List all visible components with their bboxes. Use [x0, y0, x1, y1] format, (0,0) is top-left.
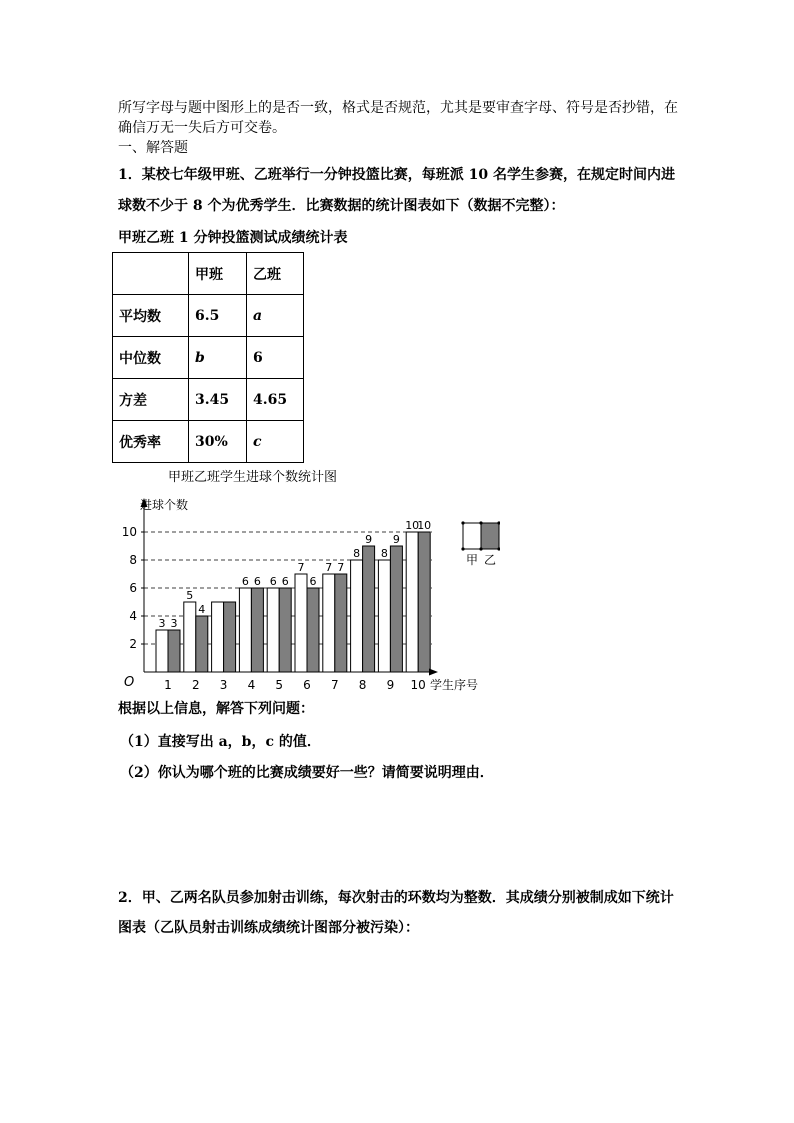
legend-corner-dot [461, 547, 464, 550]
x-tick-label: 4 [247, 678, 256, 692]
bar-data-label: 6 [269, 575, 277, 588]
q1-prompt: 根据以上信息，解答下列问题： [118, 701, 314, 717]
table-row [113, 379, 304, 421]
table-cell: 方差 [113, 379, 189, 421]
table-cell: b [189, 337, 247, 379]
q2-line-1: 2．甲、乙两名队员参加射击训练，每次射击的环数均为整数．其成绩分别被制成如下统计 [118, 890, 674, 906]
bar-乙 [196, 616, 208, 672]
bar-data-label: 4 [198, 603, 206, 616]
chart-title: 甲班乙班学生进球个数统计图 [168, 470, 338, 485]
table-cell: 6 [247, 337, 304, 379]
x-tick-label: 3 [219, 678, 228, 692]
bar-甲 [184, 602, 196, 672]
table-cell: 平均数 [113, 295, 189, 337]
q1-sub-2: （2）你认为哪个班的比赛成绩要好一些？请简要说明理由． [120, 765, 494, 781]
table-header-row [113, 253, 304, 295]
table-row [113, 421, 304, 463]
table-cell: c [247, 421, 304, 463]
bar-乙 [390, 546, 402, 672]
bar-甲 [323, 574, 335, 672]
bar-data-label: 8 [380, 547, 388, 560]
bar-乙 [168, 630, 180, 672]
bar-data-label: 5 [186, 589, 194, 602]
table-cell: 优秀率 [113, 421, 189, 463]
x-tick-label: 9 [386, 678, 395, 692]
bar-乙 [363, 546, 375, 672]
q1-line-2: 球数不少于 8 个为优秀学生．比赛数据的统计图表如下（数据不完整）： [118, 198, 565, 214]
bar-甲 [267, 588, 279, 672]
bar-乙 [224, 602, 236, 672]
y-tick-label: 10 [121, 525, 137, 539]
bar-data-label: 3 [170, 617, 178, 630]
legend-label: 甲 [465, 553, 479, 567]
bar-data-label: 6 [241, 575, 249, 588]
bar-乙 [279, 588, 291, 672]
bar-data-label: 10 [405, 519, 420, 532]
table-header-cell: 乙班 [247, 253, 304, 295]
legend-corner-dot [479, 547, 482, 550]
bar-甲 [378, 560, 390, 672]
bar-data-label: 6 [309, 575, 317, 588]
x-axis-label: 学生序号 [430, 678, 479, 692]
x-axis-arrow [429, 669, 438, 676]
bar-甲 [156, 630, 168, 672]
bar-甲 [295, 574, 307, 672]
q1-line-1: 1．某校七年级甲班、乙班举行一分钟投篮比赛，每班派 10 名学生参赛，在规定时间内进 [118, 167, 675, 183]
x-tick-label: 10 [410, 678, 426, 692]
table-cell: 30% [189, 421, 247, 463]
bar-乙 [307, 588, 319, 672]
table-cell: a [247, 295, 304, 337]
bar-甲 [212, 602, 224, 672]
bar-甲 [406, 532, 418, 672]
x-tick-label: 7 [330, 678, 339, 692]
bar-data-label: 7 [297, 561, 305, 574]
y-tick-label: 8 [129, 553, 137, 567]
bar-甲 [239, 588, 251, 672]
legend-corner-dot [461, 521, 464, 524]
y-tick-label: 6 [129, 581, 137, 595]
bar-乙 [335, 574, 347, 672]
intro-line-1: 所写字母与题中图形上的是否一致，格式是否规范，尤其是要审查字母、符号是否抄错，在 [118, 100, 678, 116]
stats-table [112, 252, 304, 463]
x-tick-label: 2 [191, 678, 200, 692]
table-cell: 3.45 [189, 379, 247, 421]
table-cell: 6.5 [189, 295, 247, 337]
origin-label: O [124, 675, 135, 690]
section-title: 一、解答题 [118, 140, 188, 156]
x-tick-label: 6 [303, 678, 311, 692]
q1-sub-1: （1）直接写出 a，b，c 的值． [120, 734, 321, 750]
q2-line-2: 图表（乙队员射击训练成绩统计图部分被污染）： [118, 920, 419, 936]
table-title: 甲班乙班 1 分钟投篮测试成绩统计表 [118, 230, 348, 246]
legend-swatch-甲 [463, 523, 481, 549]
bar-data-label: 3 [158, 617, 166, 630]
y-tick-label: 4 [129, 609, 137, 623]
legend-swatch-乙 [481, 523, 499, 549]
bar-乙 [251, 588, 263, 672]
bar-data-label: 9 [365, 533, 373, 546]
bar-data-label: 7 [337, 561, 345, 574]
table-row [113, 295, 304, 337]
table-header-cell: 甲班 [189, 253, 247, 295]
x-tick-label: 1 [164, 678, 172, 692]
table-row [113, 337, 304, 379]
x-tick-label: 8 [358, 678, 367, 692]
legend-label: 乙 [483, 553, 497, 567]
bar-data-label: 6 [281, 575, 289, 588]
table-cell: 中位数 [113, 337, 189, 379]
table-header-cell [113, 253, 189, 295]
intro-line-2: 确信万无一失后方可交卷。 [118, 120, 286, 136]
table-cell: 4.65 [247, 379, 304, 421]
bar-data-label: 9 [392, 533, 400, 546]
y-tick-label: 2 [129, 637, 137, 651]
bar-data-label: 8 [353, 547, 361, 560]
bar-data-label: 10 [417, 519, 432, 532]
legend-corner-dot [479, 521, 482, 524]
bar-chart [110, 490, 500, 695]
x-tick-label: 5 [275, 678, 284, 692]
bar-甲 [351, 560, 363, 672]
bar-data-label: 6 [253, 575, 261, 588]
bar-data-label: 7 [325, 561, 333, 574]
bar-乙 [418, 532, 430, 672]
y-axis-label: 进球个数 [140, 498, 189, 512]
